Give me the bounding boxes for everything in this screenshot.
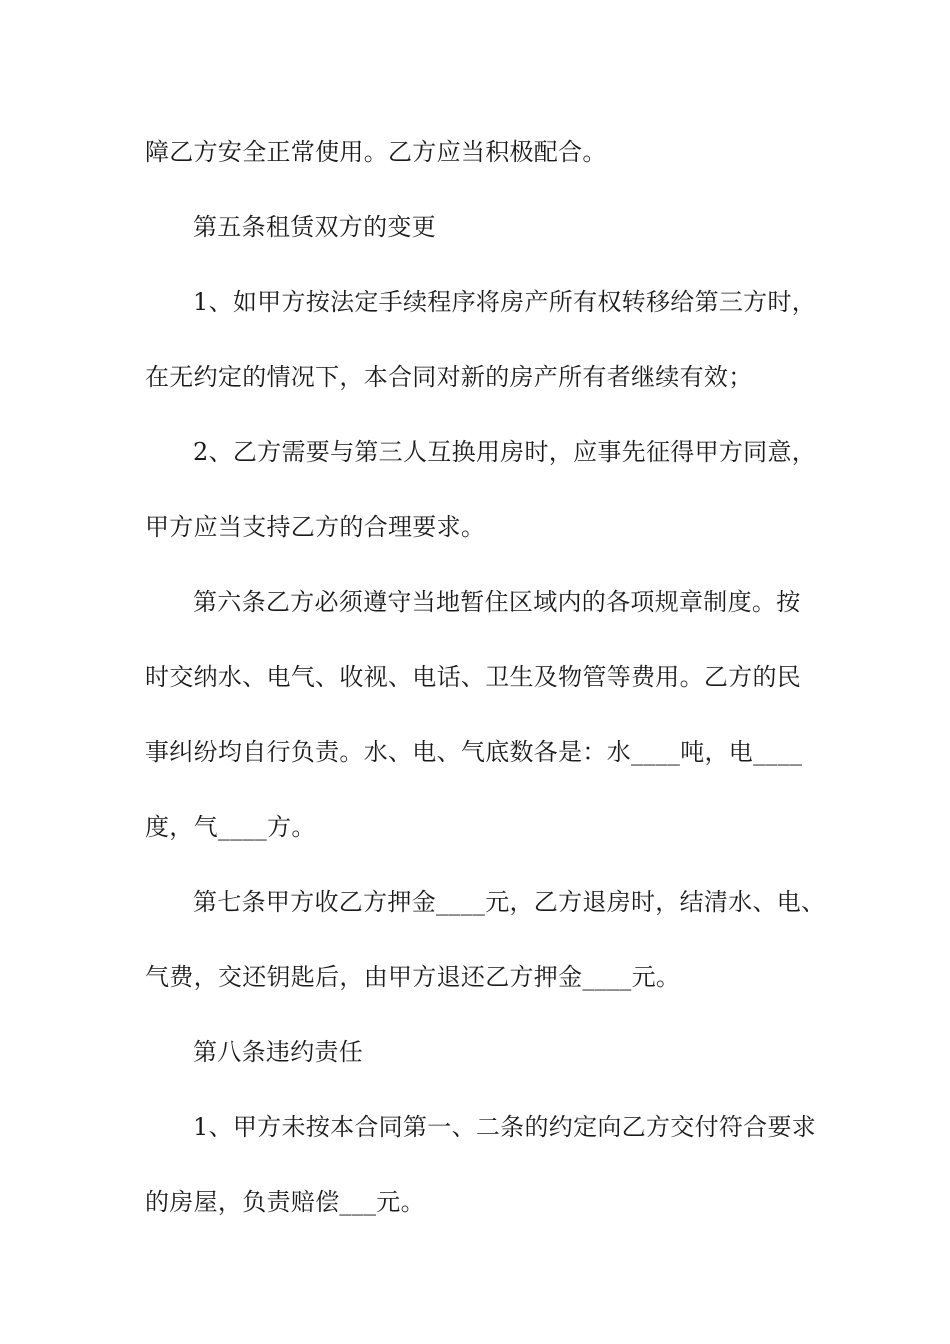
paragraph-line: 甲方应当支持乙方的合理要求。 (145, 513, 486, 541)
paragraph-line: 1、甲方未按本合同第一、二条的约定向乙方交付符合要求 (193, 1113, 817, 1141)
paragraph-line: 1、如甲方按法定手续程序将房产所有权转移给第三方时， (193, 288, 817, 316)
paragraph-line: 时交纳水、电气、收视、电话、卫生及物管等费用。乙方的民 (145, 663, 802, 691)
paragraph-line: 的房屋，负责赔偿___元。 (145, 1188, 425, 1216)
article-heading: 第五条租赁双方的变更 (193, 213, 436, 241)
article-heading: 第八条违约责任 (193, 1038, 364, 1066)
paragraph-line: 事纠纷均自行负责。水、电、气底数各是：水____吨，电____ (145, 738, 803, 766)
paragraph-line: 障乙方安全正常使用。乙方应当积极配合。 (145, 138, 607, 166)
paragraph-line: 气费，交还钥匙后，由甲方退还乙方押金____元。 (145, 963, 681, 991)
paragraph-line: 2、乙方需要与第三人互换用房时，应事先征得甲方同意， (193, 438, 817, 466)
paragraph-line: 在无约定的情况下，本合同对新的房产所有者继续有效； (145, 363, 753, 391)
paragraph-line: 第七条甲方收乙方押金____元，乙方退房时，结清水、电、 (193, 888, 826, 916)
paragraph-line: 度，气____方。 (145, 813, 316, 841)
paragraph-line: 第六条乙方必须遵守当地暂住区域内的各项规章制度。按 (193, 588, 801, 616)
